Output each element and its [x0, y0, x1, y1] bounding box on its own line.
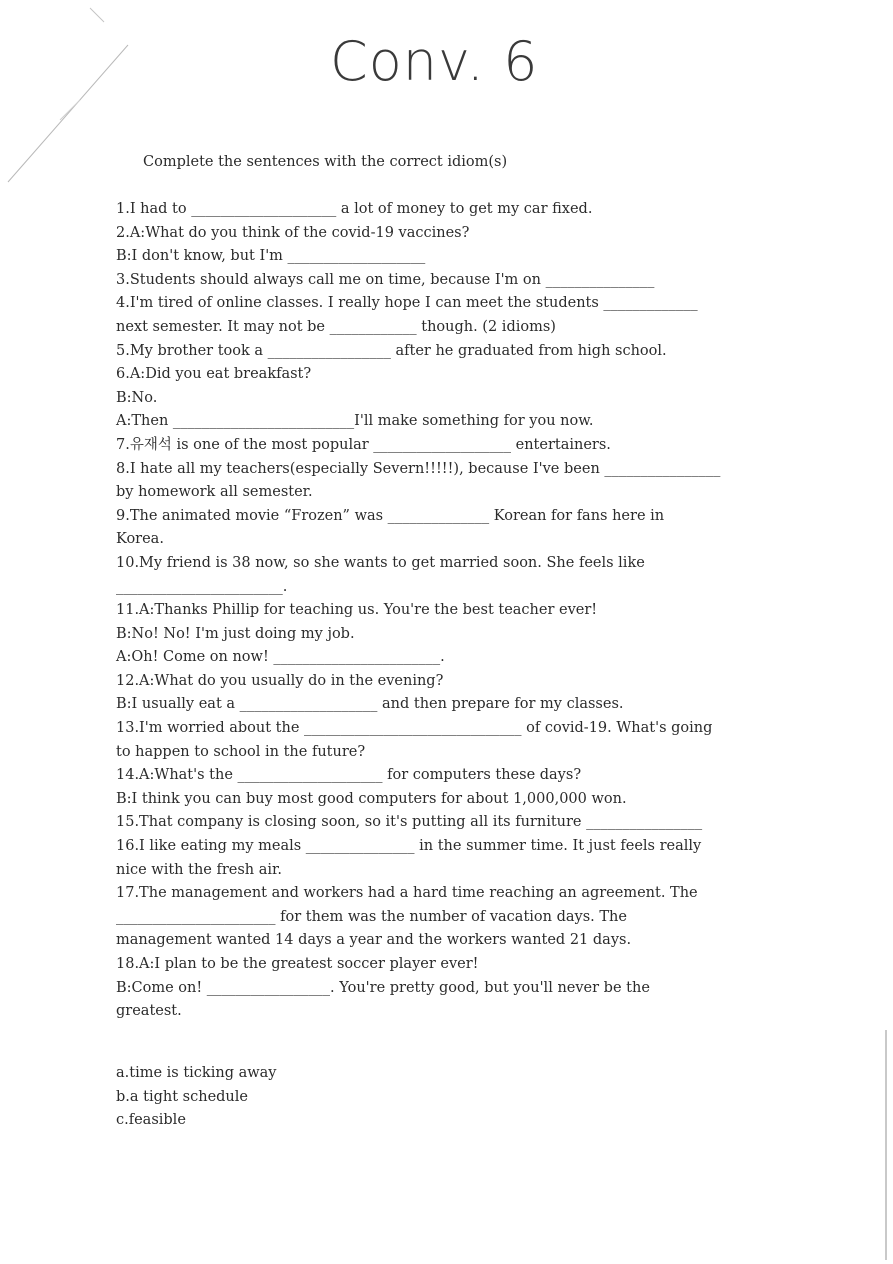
exercise-line: 18.A:I plan to be the greatest soccer player ever! — [116, 956, 479, 972]
scan-edge — [885, 1030, 887, 1260]
exercise-line: 5.My brother took a _________________ after he graduated from high school. — [116, 342, 667, 359]
exercise-line: 16.I like eating my meals _______________ in the summer time. It just feels really — [116, 838, 702, 855]
exercise-line: 15.That company is closing soon, so it's putting all its furniture ________________ — [116, 814, 703, 831]
exercise-line: A:Oh! Come on now! _______________________. — [116, 649, 445, 666]
idiom-options — [116, 1062, 276, 1133]
exercise-line: B:I usually eat a ___________________ and then prepare for my classes. — [116, 696, 624, 713]
exercise-line: 3.Students should always call me on time, because I'm on _______________ — [116, 271, 655, 288]
exercise-line: 11.A:Thanks Phillip for teaching us. You're the best teacher ever! — [116, 602, 598, 619]
exercise-line: 9.The animated movie “Frozen” was ______________ Korean for fans here in — [116, 507, 665, 524]
exercise-line: B:Come on! _________________. You're pretty good, but you'll never be the — [116, 979, 650, 996]
exercise-line: 12.A:What do you usually do in the evening? — [116, 672, 444, 689]
exercise-line: 7.유재석 is one of the most popular ___________________ entertainers. — [116, 436, 611, 453]
instructions: Complete the sentences with the correct idiom(s) — [143, 154, 508, 170]
exercise-line: 13.I'm worried about the ______________________________ of covid-19. What's going — [116, 720, 713, 737]
exercise-line: 14.A:What's the ____________________ for computers these days? — [116, 767, 582, 784]
exercise-line: 1.I had to ____________________ a lot of money to get my car fixed. — [116, 201, 593, 217]
exercise-line: _______________________. — [116, 578, 288, 595]
exercise-line: B:I think you can buy most good computers for about 1,000,000 won. — [116, 790, 627, 807]
exercise-list — [116, 198, 771, 1024]
exercise-line: 2.A:What do you think of the covid-19 vaccines? — [116, 224, 470, 241]
exercise-line: next semester. It may not be ____________ though. (2 idioms) — [116, 318, 556, 335]
exercise-line: greatest. — [116, 1003, 182, 1020]
exercise-line: by homework all semester. — [116, 484, 313, 501]
exercise-line: to happen to school in the future? — [116, 743, 366, 760]
exercise-line: B:I don't know, but I'm ___________________ — [116, 248, 426, 265]
page-fold-marks — [0, 0, 160, 200]
exercise-line: A:Then _________________________I'll make something for you now. — [116, 413, 594, 430]
exercise-line: 17.The management and workers had a hard time reaching an agreement. The — [116, 885, 698, 902]
exercise-line: 8.I hate all my teachers(especially Severn!!!!!), because I've been ________________ — [116, 460, 721, 477]
exercise-line: 4.I'm tired of online classes. I really hope I can meet the students _____________ — [116, 295, 698, 312]
option-item: b.a tight schedule — [116, 1088, 248, 1105]
exercise-line: ______________________ for them was the number of vacation days. The — [116, 908, 627, 925]
exercise-line: 6.A:Did you eat breakfast? — [116, 366, 312, 383]
option-item: c.feasible — [116, 1112, 186, 1129]
page-title: Conv. 6 — [330, 30, 539, 93]
exercise-line: 10.My friend is 38 now, so she wants to get married soon. She feels like — [116, 554, 645, 571]
exercise-line: B:No! No! I'm just doing my job. — [116, 625, 355, 642]
exercise-line: management wanted 14 days a year and the workers wanted 21 days. — [116, 932, 632, 949]
exercise-line: B:No. — [116, 389, 158, 406]
exercise-line: nice with the fresh air. — [116, 861, 282, 878]
exercise-line: Korea. — [116, 531, 164, 548]
option-item: a.time is ticking away — [116, 1065, 277, 1081]
